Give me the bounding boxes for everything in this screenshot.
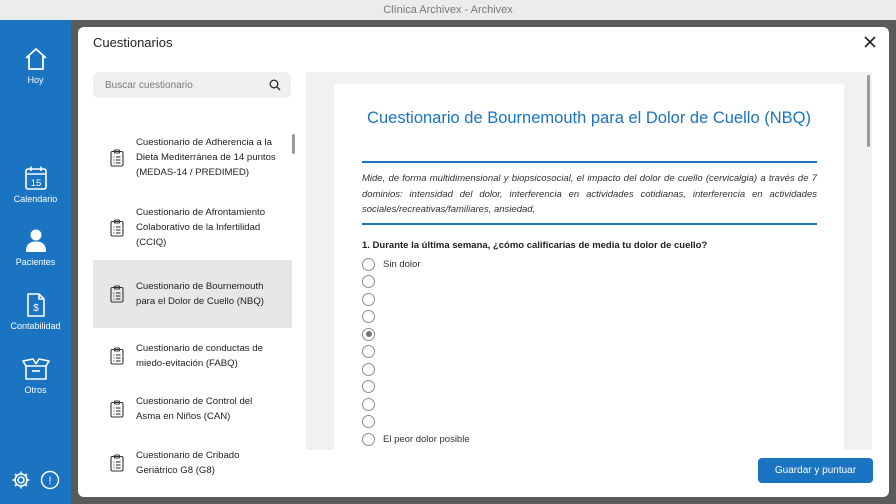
nav-item-hoy[interactable] [0,46,71,85]
answer-option-label: El peor dolor posible [383,433,470,445]
answer-option[interactable] [362,275,383,289]
search-box [93,72,291,98]
radio-button[interactable] [362,415,375,428]
nav-item-otros[interactable] [0,356,71,395]
radio-button[interactable] [362,275,375,288]
radio-button-selected[interactable] [362,328,375,341]
questionnaires-dialog [78,27,889,497]
radio-button[interactable] [362,345,375,358]
answer-option[interactable] [362,327,383,341]
answer-option[interactable] [362,397,383,411]
invoice-icon [25,292,47,318]
list-item-label: Cuestionario de conductas de miedo-evitación (FABQ) [136,342,263,369]
close-icon[interactable] [863,35,877,49]
questionnaire-list [93,120,292,491]
radio-button[interactable] [362,293,375,306]
answer-option[interactable] [362,362,383,376]
clipboard-list-icon [110,454,124,472]
nav-item-pacientes[interactable] [0,228,71,267]
box-icon [22,356,50,382]
window-titlebar [0,0,896,20]
nav-item-contabilidad[interactable] [0,292,71,331]
question-1: 1. Durante la última semana, ¿cómo calificarías de media tu dolor de cuello? [362,240,708,251]
list-item[interactable] [93,195,292,260]
list-item-label: Cuestionario de Bournemouth para el Dolor de Cuello (NBQ) [136,281,264,307]
answer-option-label: Sin dolor [383,258,421,270]
list-item[interactable] [93,120,292,195]
list-scrollbar[interactable] [292,134,295,154]
title-divider [362,161,817,163]
clipboard-list-icon [110,400,124,418]
answer-option[interactable] [362,432,470,446]
list-item[interactable] [93,383,292,435]
app-sidebar [0,20,71,504]
svg-text:$: $ [32,303,39,314]
person-icon [24,228,48,254]
answer-option[interactable] [362,292,383,306]
radio-button[interactable] [362,398,375,411]
list-item[interactable] [93,328,292,383]
answer-option[interactable] [362,345,383,359]
info-icon[interactable] [40,470,60,490]
radio-button[interactable] [362,258,375,271]
radio-button[interactable] [362,380,375,393]
questionnaire-list-panel [93,72,292,476]
calendar-icon [24,165,48,191]
dialog-title: Cuestionarios [93,35,173,50]
calendar-day: 15 [30,178,41,189]
radio-button[interactable] [362,433,375,446]
list-item-label: Cuestionario de Adherencia a la Dieta Mediterránea de 14 puntos (MEDAS-14 / PREDIMED) [136,137,276,178]
save-and-score-button[interactable]: Guardar y puntuar [758,458,873,483]
clipboard-list-icon [110,149,124,167]
nav-item-label: Pacientes [15,257,56,267]
answer-option[interactable] [362,380,383,394]
answer-option[interactable] [362,415,383,429]
clipboard-list-icon [110,347,124,365]
list-item-label: Cuestionario de Cribado Geriátrico G8 (G8) [136,450,240,476]
questionnaire-intro: Mide, de forma multidimensional y biopsicosocial, el impacto del dolor de cuello (cervicalgia) a través de 7 dominios: intensidad del dolor, interferencia en actividades cotidianas, interferencia en actividades sociales/recreativas/familiares, ansiedad, [362,173,817,215]
clipboard-list-icon [110,219,124,237]
gear-icon[interactable] [11,470,31,490]
nav-item-calendario[interactable] [0,165,71,204]
search-input[interactable] [93,72,253,98]
list-item[interactable] [93,435,292,491]
nav-item-label: Calendario [13,194,58,204]
nav-item-label: Otros [24,385,47,395]
questionnaire-content-panel [306,72,872,450]
questionnaire-title: Cuestionario de Bournemouth para el Dolor de Cuello (NBQ) [367,109,811,127]
nav-item-label: Hoy [27,75,44,85]
intro-divider [362,223,817,225]
list-item-selected[interactable] [93,260,292,328]
window-title: Clínica Archivex - Archivex [383,4,513,16]
clipboard-list-icon [110,285,124,303]
list-item-label: Cuestionario de Afrontamiento Colaborativo de la Infertilidad (CCIQ) [136,207,266,248]
content-scrollbar[interactable] [867,75,870,147]
answer-option[interactable] [362,310,383,324]
home-icon [23,46,49,72]
svg-text:!: ! [48,475,52,487]
radio-button[interactable] [362,363,375,376]
list-item-label: Cuestionario de Control del Asma en Niños (CAN) [136,396,253,422]
questionnaire-form [334,84,844,464]
radio-button[interactable] [362,310,375,323]
search-icon[interactable] [269,79,281,91]
answer-option[interactable] [362,257,421,271]
nav-item-label: Contabilidad [10,321,61,331]
